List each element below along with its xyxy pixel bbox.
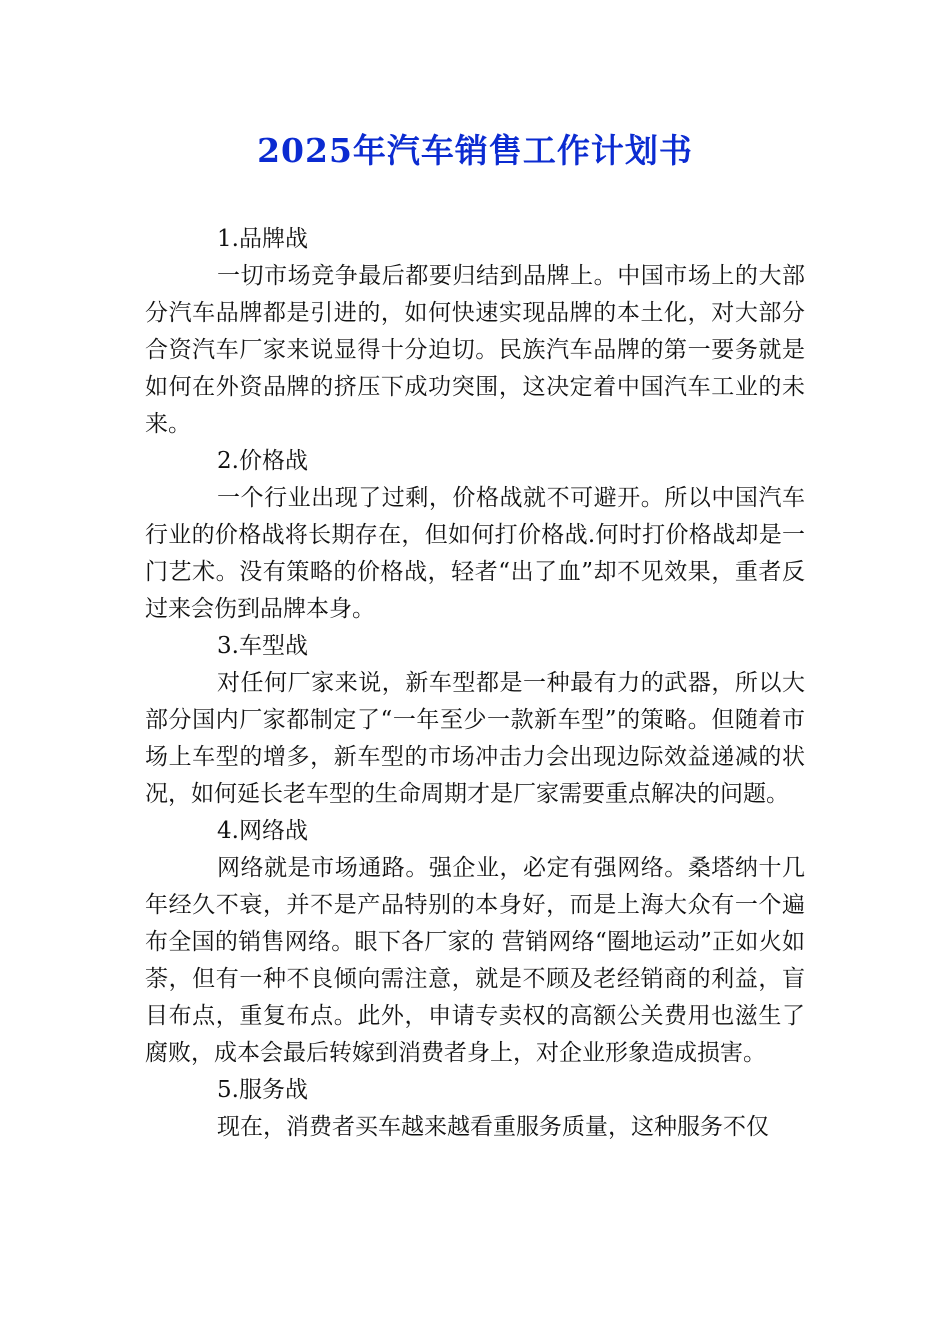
document-body [145,221,805,1146]
section-heading-price: 2.价格战 [217,448,308,474]
paragraph-network: 网络就是市场通路。强企业，必定有强网络。桑塔纳十几年经久不衰，并不是产品特别的本身好，而是上海大众有一个遍布全国的销售网络。眼下各厂家的 营销网络“圈地运动”正如火如荼，但有一种不良倾向需注意，就是不顾及老经销商的利益，盲目布点，重复布点。此外，申请专卖权的高额公关费用也滋生了腐败，成本会最后转嫁到消费者身上，对企业形象造成损害。 [145,855,805,1066]
section-heading-network: 4.网络战 [217,818,308,844]
paragraph-model: 对任何厂家来说，新车型都是一种最有力的武器，所以大部分国内厂家都制定了“一年至少一款新车型”的策略。但随着市场上车型的增多，新车型的市场冲击力会出现边际效益递减的状况，如何延长老车型的生命周期才是厂家需要重点解决的问题。 [145,670,805,807]
paragraph-service: 现在，消费者买车越来越看重服务质量，这种服务不仅 [217,1114,769,1140]
section-heading-brand: 1.品牌战 [217,226,308,252]
section-heading-service: 5.服务战 [217,1077,308,1103]
section-heading-model: 3.车型战 [217,633,308,659]
document-title: 2025年汽车销售工作计划书 [257,131,693,170]
paragraph-price: 一个行业出现了过剩，价格战就不可避开。所以中国汽车行业的价格战将长期存在，但如何打价格战.何时打价格战却是一门艺术。没有策略的价格战，轻者“出了血”却不见效果，重者反过来会伤到品牌本身。 [145,485,805,622]
paragraph-brand: 一切市场竞争最后都要归结到品牌上。中国市场上的大部分汽车品牌都是引进的，如何快速实现品牌的本土化，对大部分合资汽车厂家来说显得十分迫切。民族汽车品牌的第一要务就是如何在外资品牌的挤压下成功突围，这决定着中国汽车工业的未来。 [145,263,805,437]
